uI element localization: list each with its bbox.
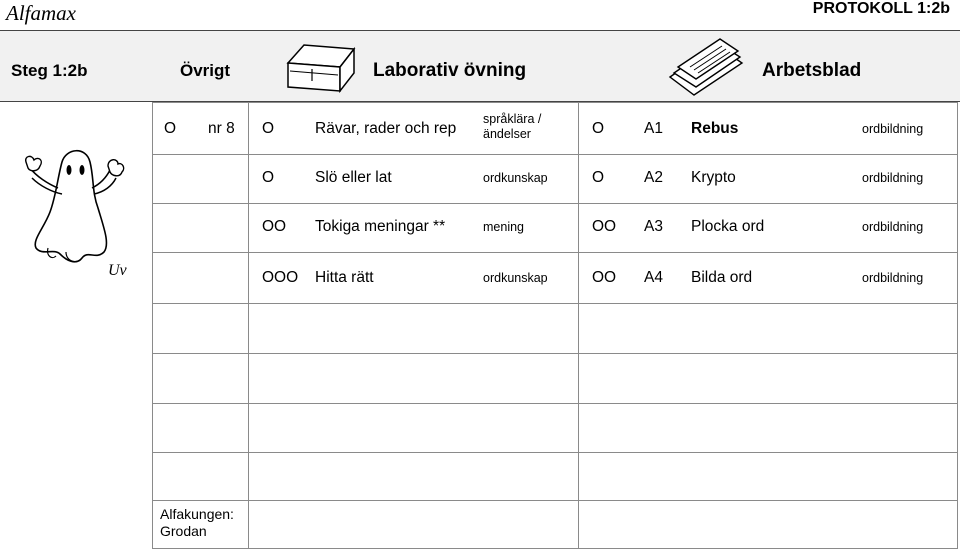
header-band	[0, 30, 960, 102]
other-label: Övrigt	[180, 61, 231, 80]
row3-code: A3	[644, 218, 663, 235]
row3-category: mening	[483, 220, 524, 234]
level-label: Steg 1:2b	[11, 61, 88, 80]
row4-category: ordkunskap	[483, 271, 548, 285]
row2-level2: O	[592, 169, 605, 186]
ghost-illustration	[22, 148, 132, 278]
row3-title: Tokiga meningar **	[315, 218, 446, 235]
row3-circle: OO	[262, 218, 287, 235]
row1-level2: O	[592, 120, 605, 137]
row1-category: språklära / ändelser	[483, 112, 542, 141]
worksheet-label: Arbetsblad	[762, 60, 862, 81]
row1-level: O	[164, 120, 177, 137]
row2-title: Slö eller lat	[315, 169, 392, 186]
signature: Uv	[108, 262, 127, 279]
row3-title2: Plocka ord	[691, 218, 765, 235]
row1-code: A1	[644, 120, 663, 137]
row2-code: A2	[644, 169, 663, 186]
row4-level2: OO	[592, 269, 617, 286]
row1-category2: ordbildning	[862, 122, 924, 136]
footer-note-line1: Alfakungen:	[160, 506, 234, 522]
row2-title2: Krypto	[691, 169, 736, 186]
row1-title2: Rebus	[691, 120, 739, 137]
footer-note-line2: Grodan	[160, 523, 207, 539]
lab-exercise-label: Laborativ övning	[373, 60, 527, 81]
row4-circle: OOO	[262, 269, 299, 286]
row3-level2: OO	[592, 218, 617, 235]
row4-title: Hitta rätt	[315, 269, 374, 286]
row1-title: Rävar, rader och rep	[315, 120, 457, 137]
row2-category2: ordbildning	[862, 171, 924, 185]
treasure-chest-icon	[282, 41, 358, 95]
footer-note	[160, 506, 234, 540]
row3-category2: ordbildning	[862, 220, 924, 234]
logo: Alfamax	[6, 1, 76, 25]
protocol-title: PROTOKOLL 1:2b	[812, 0, 950, 17]
row1-nr: nr 8	[208, 120, 235, 137]
row4-code: A4	[644, 269, 663, 286]
row4-category2: ordbildning	[862, 271, 924, 285]
row1-circle: O	[262, 120, 275, 137]
row2-category: ordkunskap	[483, 171, 548, 185]
row2-circle: O	[262, 169, 275, 186]
row4-title2: Bilda ord	[691, 269, 753, 286]
paper-stack-icon	[666, 37, 746, 101]
